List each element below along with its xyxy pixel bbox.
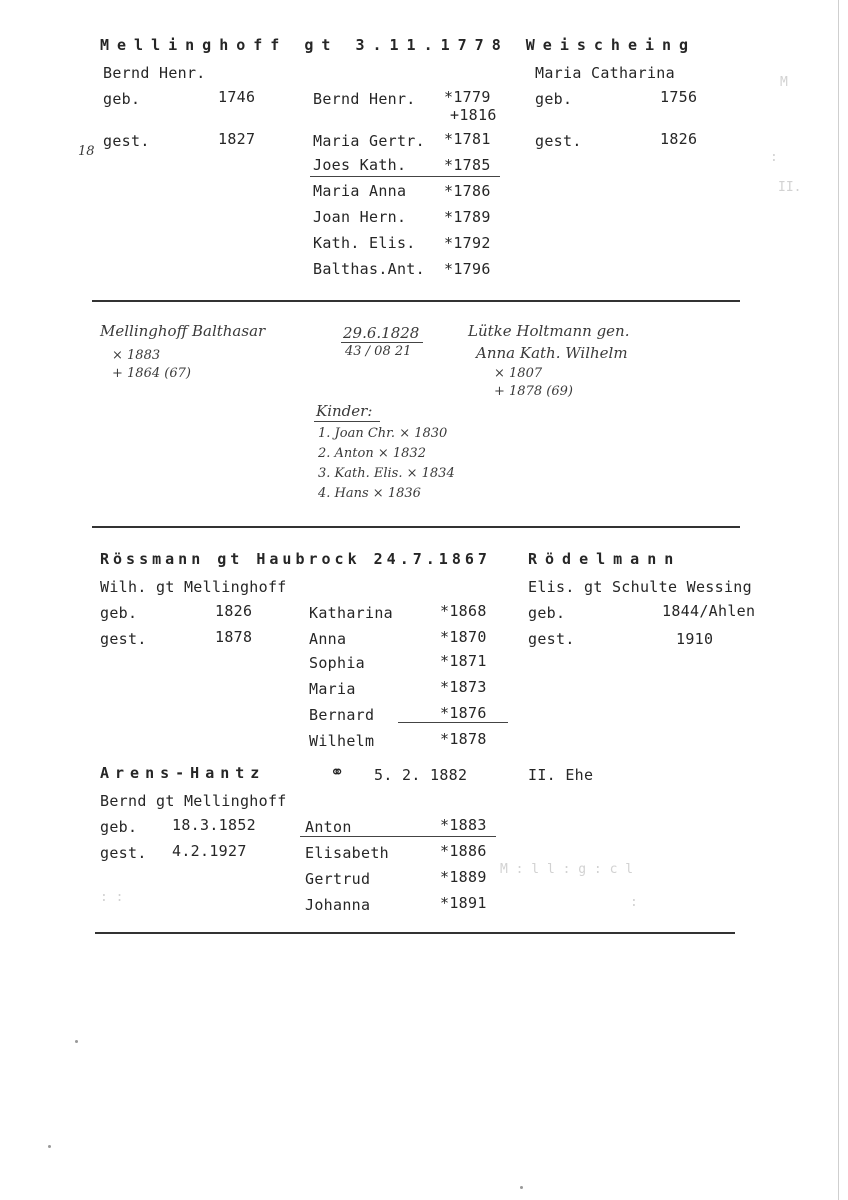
family4-header: Arens-Hantz: [100, 764, 266, 782]
family1-wife-born: 1756: [660, 88, 698, 106]
family3-husband-name: Wilh. gt Mellinghoff: [100, 578, 287, 596]
family3-wife-born-label: geb.: [528, 604, 566, 622]
family1-child-date: *1785: [444, 156, 491, 174]
family2-child: 3. Kath. Elis. × 1834: [318, 466, 455, 481]
family1-margin-note: 18: [78, 144, 95, 159]
ghost-mark: :: [770, 150, 778, 165]
family2-child: 1. Joan Chr. × 1830: [318, 426, 448, 441]
underline: [398, 722, 508, 723]
family4-child-date: *1891: [440, 894, 487, 912]
section-divider: [95, 932, 735, 934]
family1-husband-born-label: geb.: [103, 90, 141, 108]
family1-husband-died-label: gest.: [103, 132, 150, 150]
family4-husband-name: Bernd gt Mellinghoff: [100, 792, 287, 810]
family4-child-name: Gertrud: [305, 870, 371, 888]
family3-husband-died-label: gest.: [100, 630, 147, 648]
family3-child-name: Maria: [309, 680, 356, 698]
family2-husband-born: × 1883: [112, 348, 161, 363]
family4-husband-died-label: gest.: [100, 844, 147, 862]
family3-child-date: *1871: [440, 652, 487, 670]
family1-child-date: *1786: [444, 182, 491, 200]
family1-wife-died-label: gest.: [535, 132, 582, 150]
family3-wife-born: 1844/Ahlen: [662, 602, 756, 620]
family1-child-name: Bernd Henr.: [313, 90, 416, 108]
family4-child-name: Johanna: [305, 896, 371, 914]
family3-wife-died-label: gest.: [528, 630, 575, 648]
family1-header: Mellinghoff gt 3.11.1778 Weischeing: [100, 36, 697, 54]
family3-child-name: Katharina: [309, 604, 393, 622]
family3-husband-born-label: geb.: [100, 604, 138, 622]
family2-child: 2. Anton × 1832: [318, 446, 426, 461]
ghost-mark: :: [630, 895, 638, 910]
family3-child-date: *1878: [440, 730, 487, 748]
family2-wife-died: + 1878 (69): [494, 384, 573, 399]
family1-husband-born: 1746: [218, 88, 256, 106]
family1-child-date: *1796: [444, 260, 491, 278]
family3-husband-died: 1878: [215, 628, 253, 646]
family3-child-name: Sophia: [309, 654, 365, 672]
family1-child-death: +1816: [450, 106, 497, 124]
family2-husband-died: + 1864 (67): [112, 366, 191, 381]
ghost-mark: : :: [100, 890, 124, 905]
ghost-mark: II.: [778, 180, 802, 195]
family1-child-date: *1781: [444, 130, 491, 148]
family3-child-date: *1870: [440, 628, 487, 646]
family2-child: 4. Hans × 1836: [318, 486, 421, 501]
section-divider: [92, 300, 740, 302]
family4-child-date: *1889: [440, 868, 487, 886]
family3-husband-born: 1826: [215, 602, 253, 620]
family4-husband-born: 18.3.1852: [172, 816, 256, 834]
family2-wife-born: × 1807: [494, 366, 543, 381]
family1-wife-died: 1826: [660, 130, 698, 148]
family3-child-date: *1876: [440, 704, 487, 722]
family2-husband-line: Mellinghoff Balthasar: [100, 322, 266, 340]
underline: [310, 176, 500, 177]
family2-marriage-date: 29.6.1828: [343, 324, 420, 342]
family2-children-label: Kinder:: [316, 402, 373, 420]
section-divider: [92, 526, 740, 528]
family1-child-name: Joes Kath.: [313, 156, 407, 174]
family2-wife-line2: Anna Kath. Wilhelm: [476, 344, 628, 362]
family4-note: II. Ehe: [528, 766, 594, 784]
underline: [300, 836, 496, 837]
family3-child-name: Bernard: [309, 706, 375, 724]
family2-wife-line1: Lütke Holtmann gen.: [468, 322, 630, 340]
family3-wife-died: 1910: [676, 630, 714, 648]
family3-child-name: Anna: [309, 630, 347, 648]
family1-husband-died: 1827: [218, 130, 256, 148]
scan-edge-line: [838, 0, 839, 1200]
family4-marriage-date: 5. 2. 1882: [374, 766, 468, 784]
speck: [75, 1040, 78, 1043]
family1-child-date: *1789: [444, 208, 491, 226]
ghost-mark: M: [780, 75, 788, 90]
family4-child-name: Elisabeth: [305, 844, 389, 862]
family4-child-name: Anton: [305, 818, 352, 836]
family1-child-name: Kath. Elis.: [313, 234, 416, 252]
family3-header: Rössmann gt Haubrock 24.7.1867: [100, 550, 491, 568]
family1-child-name: Joan Hern.: [313, 208, 407, 226]
underline: [341, 342, 423, 343]
family4-child-date: *1886: [440, 842, 487, 860]
family4-husband-born-label: geb.: [100, 818, 138, 836]
family1-wife-name: Maria Catharina: [535, 64, 675, 82]
family1-wife-born-label: geb.: [535, 90, 573, 108]
underline: [314, 421, 380, 422]
family1-child-name: Balthas.Ant.: [313, 260, 425, 278]
family3-child-date: *1873: [440, 678, 487, 696]
family4-child-date: *1883: [440, 816, 487, 834]
marriage-symbol-icon: ⚭: [330, 763, 345, 783]
family1-child-date: *1792: [444, 234, 491, 252]
speck: [520, 1186, 523, 1189]
family2-marriage-sub: 43 / 08 21: [345, 344, 412, 359]
family3-wife-header: Rödelmann: [528, 550, 682, 568]
family3-wife-name: Elis. gt Schulte Wessing: [528, 578, 752, 596]
family1-child-date: *1779: [444, 88, 491, 106]
family1-child-name: Maria Anna: [313, 182, 407, 200]
family3-child-name: Wilhelm: [309, 732, 375, 750]
family4-husband-died: 4.2.1927: [172, 842, 247, 860]
family3-child-date: *1868: [440, 602, 487, 620]
family1-child-name: Maria Gertr.: [313, 132, 425, 150]
family1-husband-name: Bernd Henr.: [103, 64, 206, 82]
speck: [48, 1145, 51, 1148]
ghost-mark: M : l l : g : c l: [500, 862, 634, 877]
